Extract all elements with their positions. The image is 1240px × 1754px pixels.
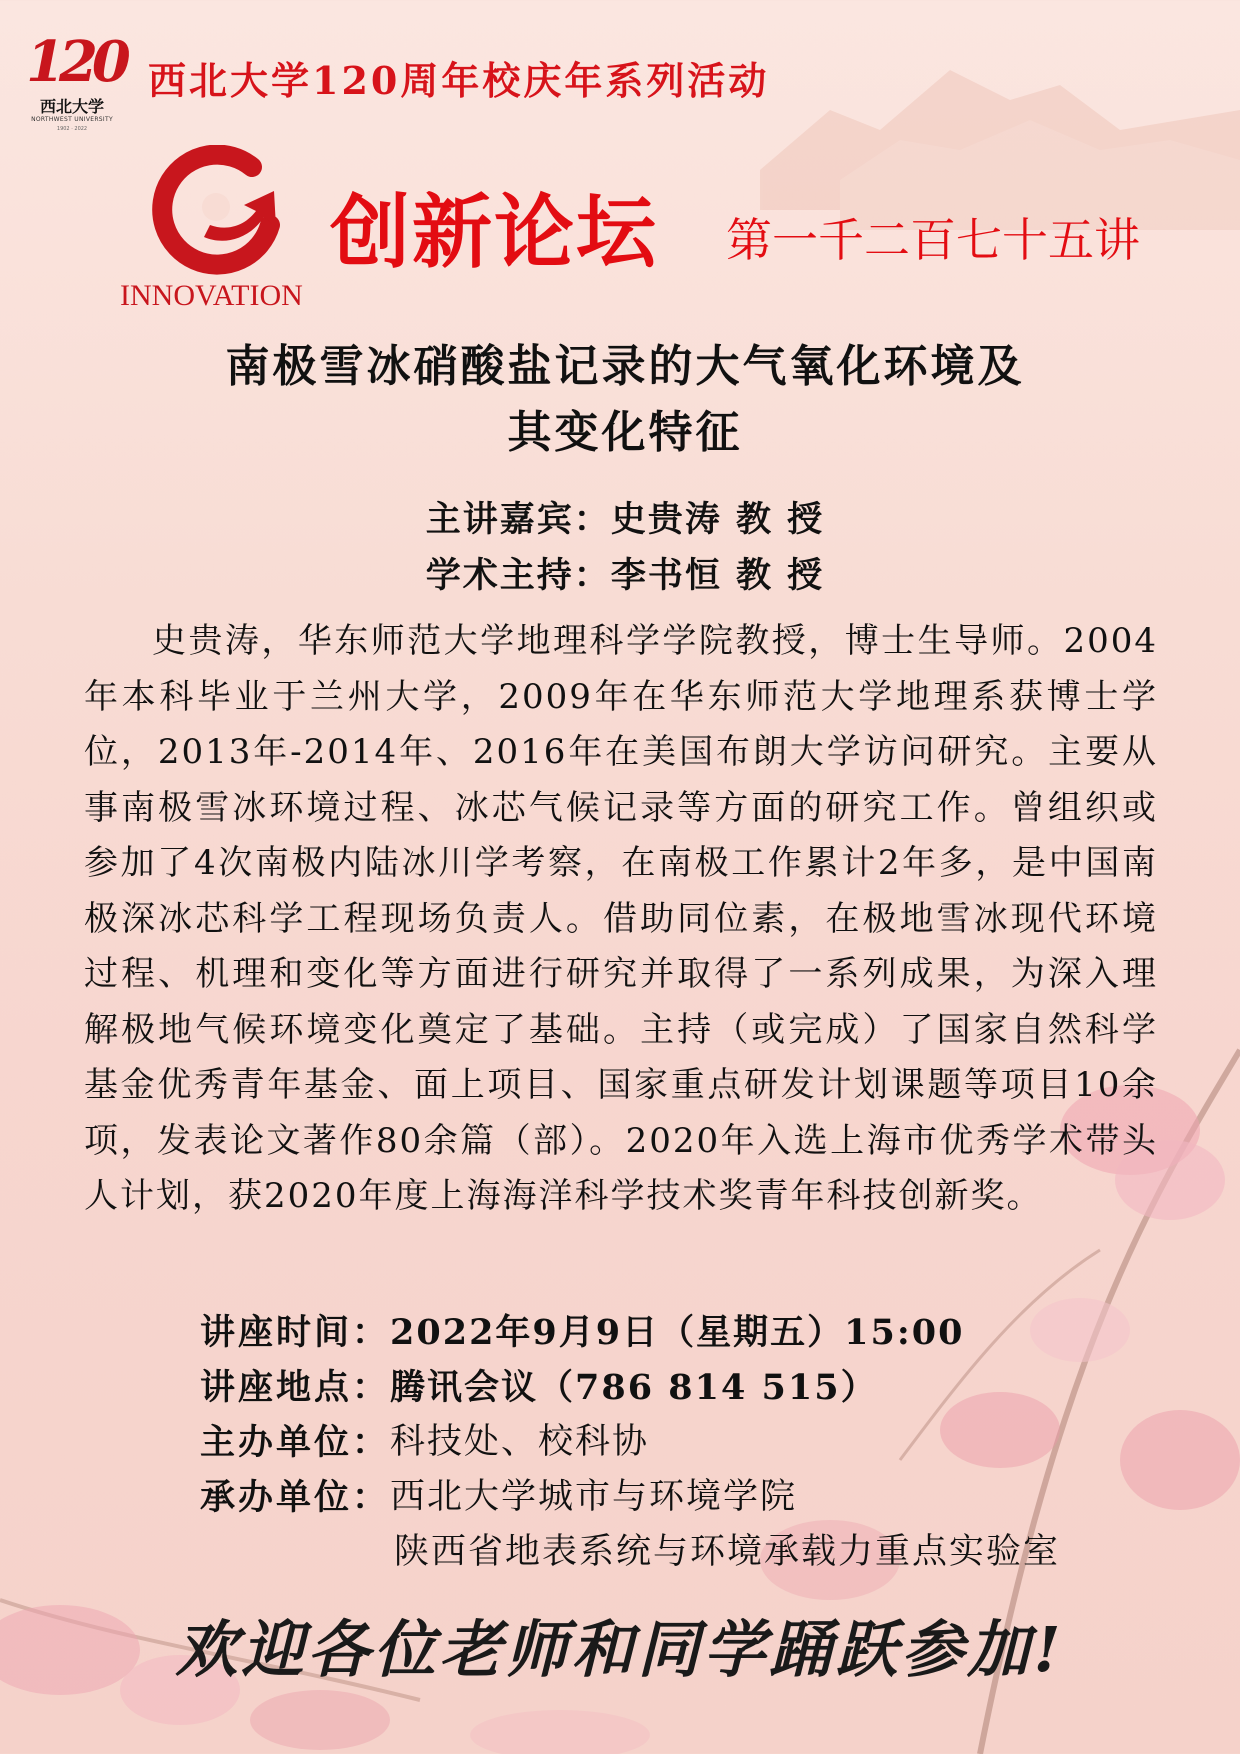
detail-location-label: 讲座地点： (200, 1367, 391, 1408)
talk-title (80, 334, 1170, 466)
detail-time-label: 讲座时间： (200, 1312, 391, 1353)
detail-host-org-value-2: 陕西省地表系统与环境承载力重点实验室 (394, 1532, 1061, 1572)
anniversary-logo-number: 120 (26, 29, 125, 95)
talk-title-line-1: 南极雪冰硝酸盐记录的大气氧化环境及 (225, 341, 1025, 392)
detail-organizer (200, 1415, 1160, 1470)
detail-host-org-label: 承办单位： (200, 1477, 391, 1518)
innovation-logo (120, 145, 340, 315)
detail-time-value: 2022年9月9日（星期五）15:00 (390, 1312, 965, 1353)
anniversary-logo-en-text: NORTHWEST UNIVERSITY (31, 116, 113, 123)
host-name: 李书恒 教 授 (610, 555, 825, 596)
speaker-bio: 史贵涛，华东师范大学地理科学学院教授，博士生导师。2004年本科毕业于兰州大学，2009年在华东师范大学地理系获博士学位，2013年-2014年、2016年在美国布朗大学访问研究。主要从事南极雪冰环境过程、冰芯气候记录等方面的研究工作。曾组织或参加了4次南极内陆冰川学考察，在南极工作累计2年多，是中国南极深冰芯科学工程现场负责人。借助同位素，在极地雪冰现代环境过程、机理和变化等方面进行研究并取得了一系列成果，为深入理解极地气候环境变化奠定了基础。主持（或完成）了国家自然科学基金优秀青年基金、面上项目、国家重点研发计划课题等项目10余项，发表论文著作80余篇（部）。2020年入选上海市优秀学术带头人计划，获2020年度上海海洋科学技术奖青年科技创新奖。 (84, 621, 1158, 1216)
anniversary-logo-years: 1902 · 2022 (56, 126, 88, 132)
series-title: 西北大学120周年校庆年系列活动 (148, 58, 770, 103)
lecture-details (200, 1305, 1160, 1580)
host-label: 学术主持： (425, 555, 611, 596)
detail-time (200, 1305, 1160, 1360)
welcome-message: 欢迎各位老师和同学踊跃参加! (175, 1613, 1065, 1686)
lecture-number: 第一千二百七十五讲 (726, 213, 1140, 267)
innovation-logo-text: INNOVATION (120, 279, 303, 312)
detail-location-value: 腾讯会议（786 814 515） (390, 1367, 878, 1408)
detail-organizer-value: 科技处、校科协 (390, 1422, 650, 1462)
detail-host-org-value-1: 西北大学城市与环境学院 (390, 1477, 798, 1517)
detail-location (200, 1360, 1160, 1415)
talk-title-line-2: 其变化特征 (507, 407, 743, 458)
detail-host-org (200, 1470, 1160, 1525)
anniversary-logo-cn-text: 西北大学 (39, 97, 104, 116)
host-line (0, 548, 1240, 598)
anniversary-logo (26, 29, 125, 134)
speaker-line (0, 492, 1240, 542)
innovation-swirl-icon (152, 145, 282, 275)
forum-name: 创新论坛 (330, 186, 658, 279)
speaker-name: 史贵涛 教 授 (610, 499, 825, 540)
speaker-label: 主讲嘉宾： (425, 499, 611, 540)
detail-organizer-label: 主办单位： (200, 1422, 391, 1463)
